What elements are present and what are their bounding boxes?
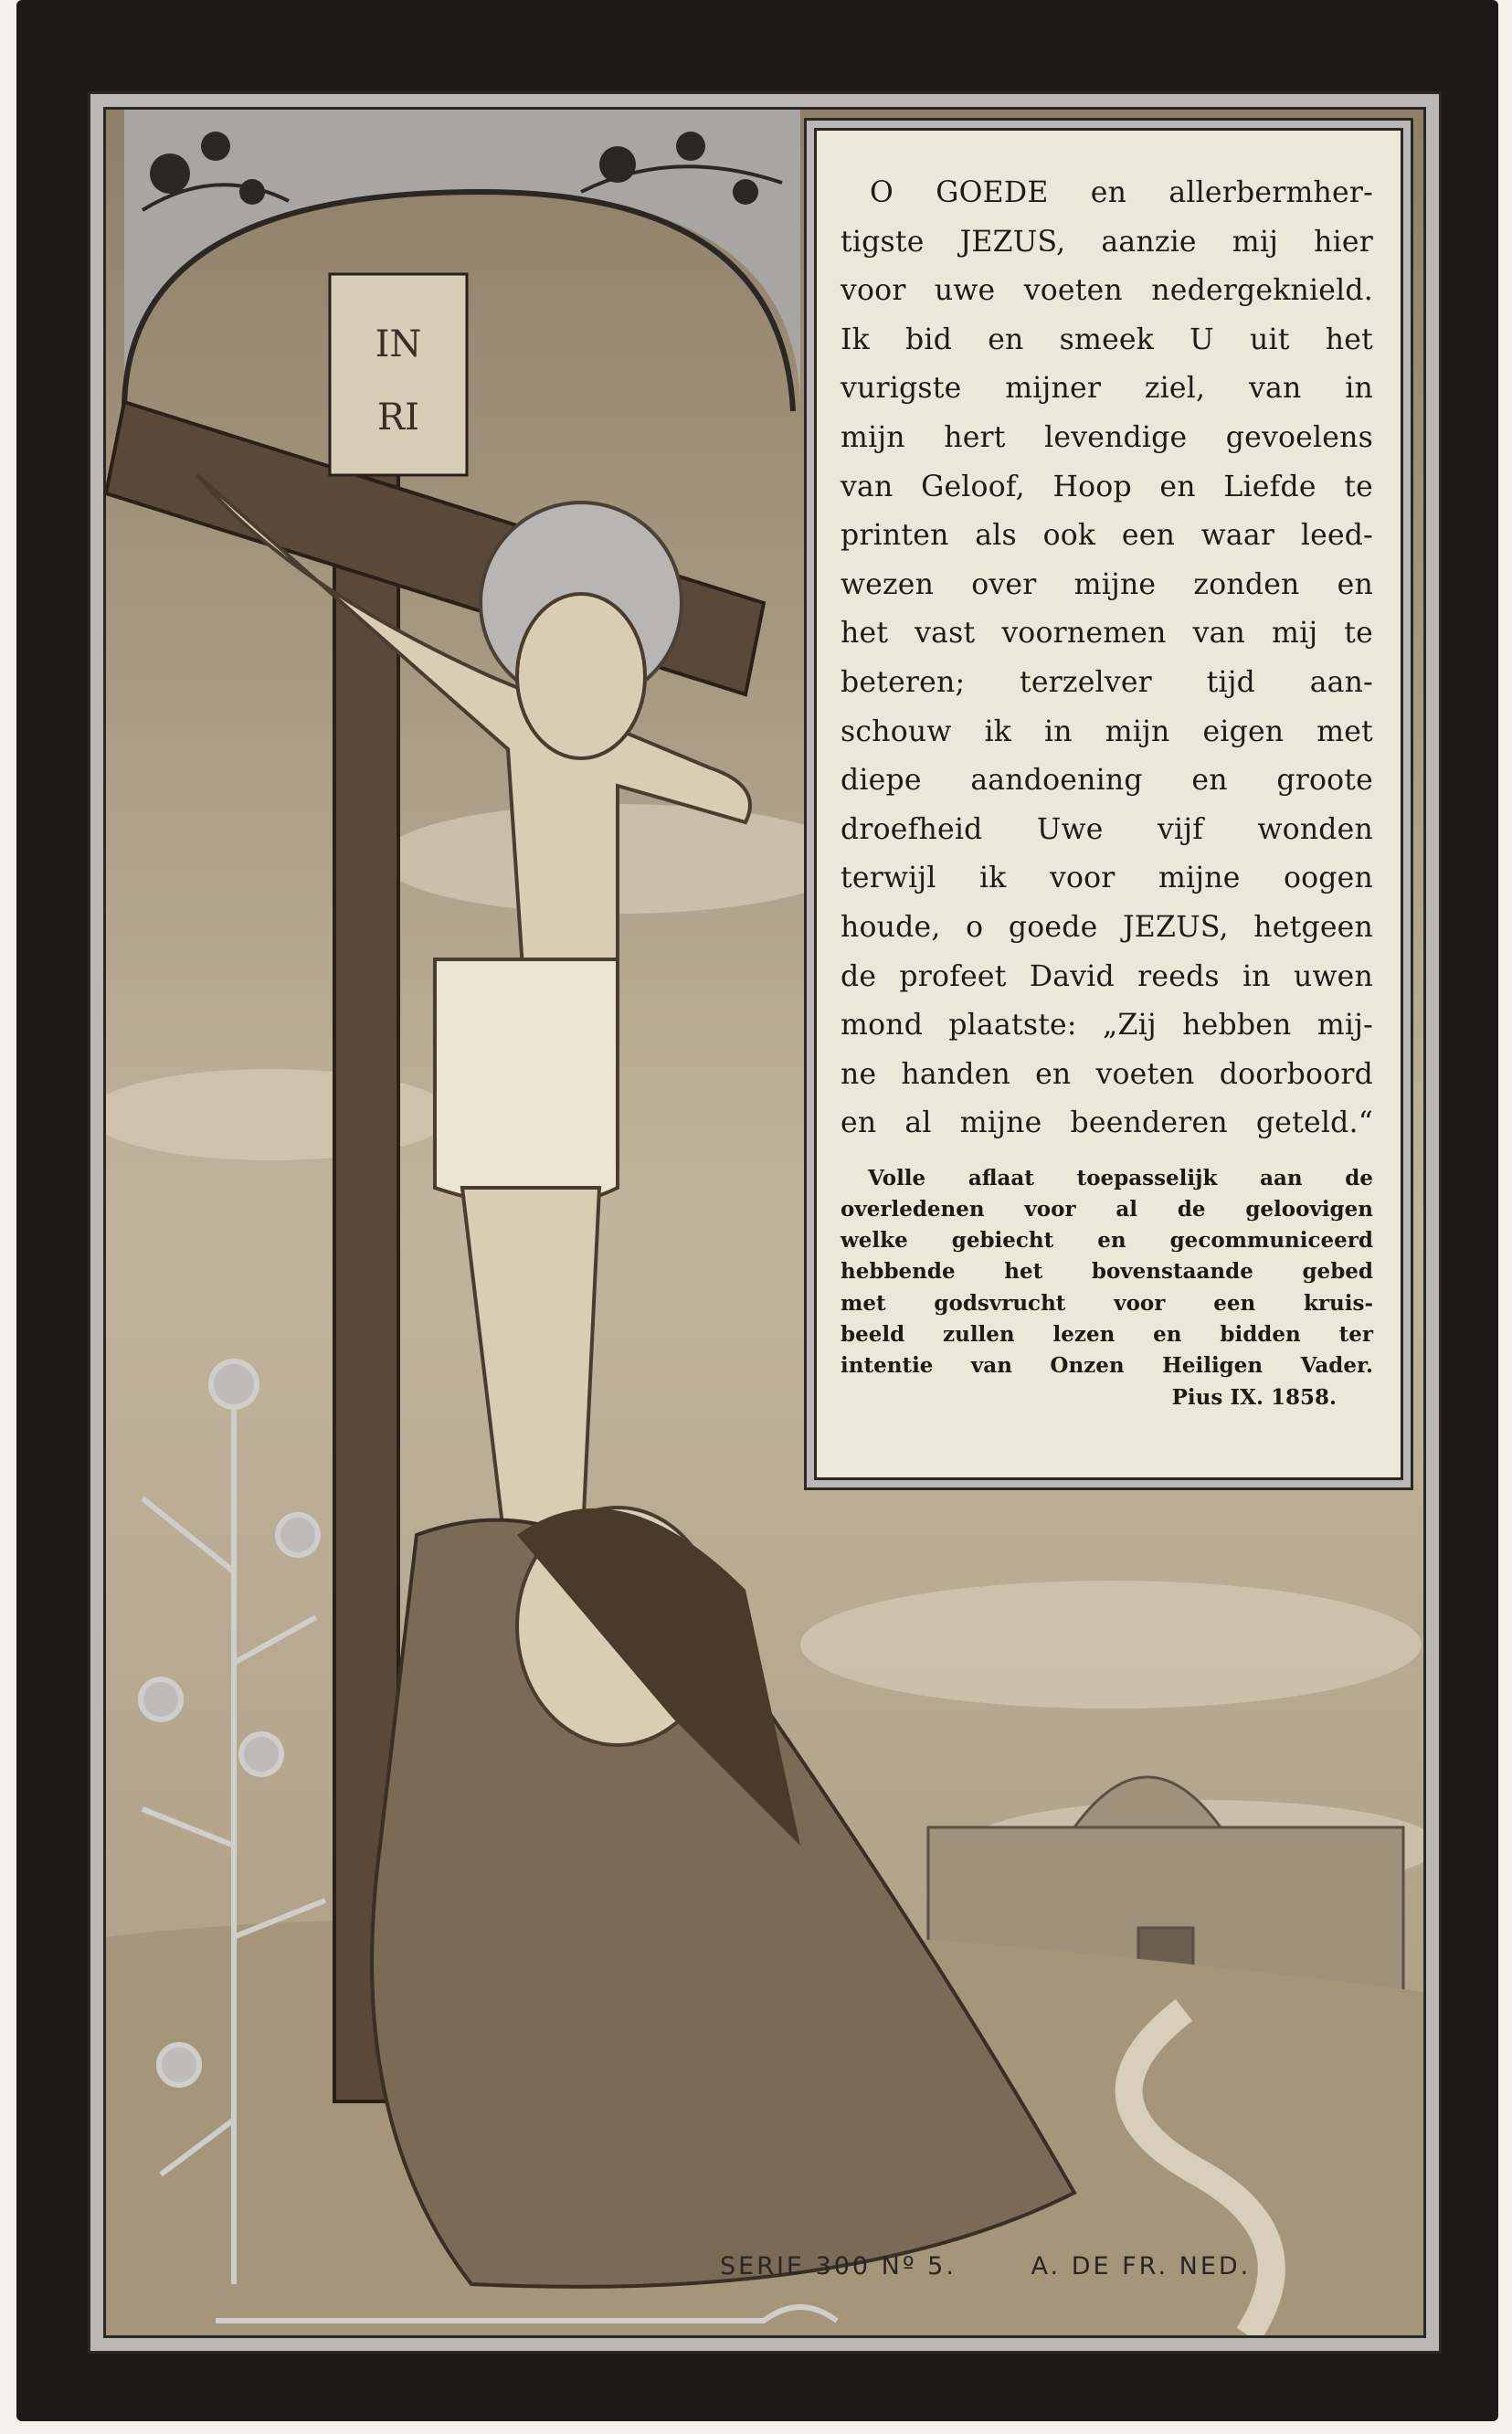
series-number: SERIE 300 Nº 5. (720, 2252, 957, 2281)
prayer-line: mond plaatste: „Zij hebben mij- (841, 1009, 1373, 1042)
prayer-text (841, 169, 1373, 1148)
prayer-line: beteren; terzelver tijd aan- (841, 665, 1373, 699)
memorial-card (16, 0, 1498, 2421)
indulgence-line: met godsvrucht voor een kruis- (841, 1290, 1373, 1316)
prayer-line: diepe aandoening en groote (841, 764, 1373, 798)
prayer-line: vurigste mijner ziel, van in (841, 372, 1373, 406)
prayer-line: tigste JEZUS, aanzie mij hier (841, 225, 1373, 259)
prayer-line: droefheid Uwe vijf wonden (841, 812, 1373, 846)
prayer-line: schouw ik in mijn eigen met (841, 714, 1373, 748)
titulus-top: IN (375, 323, 422, 365)
indulgence-line: Volle aflaat toepasselijk aan de (868, 1165, 1373, 1191)
indulgence-line: overledenen voor al de geloovigen (841, 1197, 1373, 1222)
prayer-line: wezen over mijne zonden en (841, 567, 1373, 601)
prayer-line: mijn hert levendige gevoelens (841, 420, 1373, 454)
prayer-line: houde, o goede JEZUS, hetgeen (841, 910, 1373, 944)
indulgence-line: hebbende het bovenstaande gebed (841, 1259, 1373, 1285)
printer-name: A. DE FR. NED. (1031, 2252, 1252, 2281)
prayer-line: het vast voornemen van mij te (841, 617, 1373, 651)
inri-titulus-icon (330, 274, 467, 475)
prayer-line: ne handen en voeten doorboord (841, 1057, 1373, 1091)
silver-frame (88, 91, 1442, 2354)
sepia-illustration-panel (103, 107, 1426, 2338)
publisher-imprint (720, 2252, 1315, 2281)
titulus-bottom: RI (377, 397, 419, 439)
prayer-line: van Geloof, Hoop en Liefde te (841, 470, 1373, 503)
indulgence-line: welke gebiecht en gecommuniceerd (841, 1228, 1373, 1254)
indulgence-text (841, 1163, 1373, 1381)
prayer-line: de profeet David reeds in uwen (841, 959, 1373, 993)
prayer-line: terwijl ik voor mijne oogen (841, 862, 1373, 895)
prayer-text-panel (814, 128, 1403, 1480)
prayer-line: en al mijne beenderen geteld.“ (841, 1106, 1373, 1140)
indulgence-line: beeld zullen lezen en bidden ter (841, 1321, 1373, 1347)
indulgence-line: intentie van Onzen Heiligen Vader. (841, 1353, 1373, 1379)
prayer-line: voor uwe voeten nedergeknield. (841, 274, 1373, 308)
prayer-line: O GOEDE en allerbermher- (870, 176, 1373, 209)
papal-signature: Pius IX. 1858. (1171, 1385, 1337, 1411)
prayer-line: Ik bid en smeek U uit het (841, 323, 1373, 356)
prayer-line: printen als ook een waar leed- (841, 519, 1373, 553)
